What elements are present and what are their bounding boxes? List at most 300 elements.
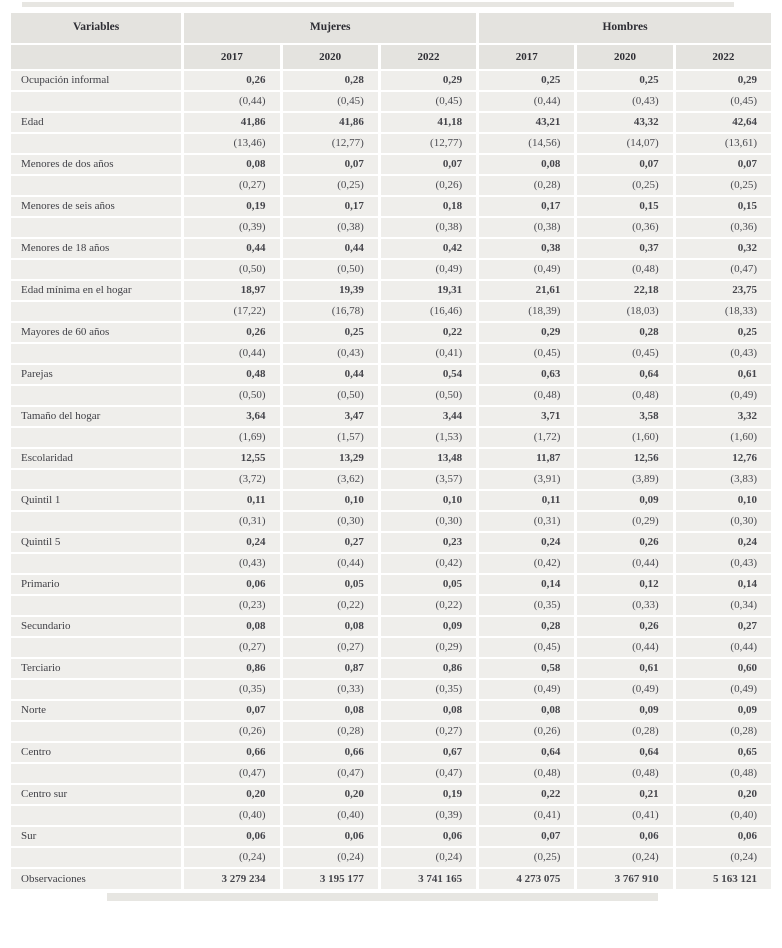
sd-cell: (0,50): [184, 260, 279, 279]
mean-cell: 0,08: [283, 701, 378, 720]
mean-cell: 21,61: [479, 281, 574, 300]
variable-mean-row: [11, 617, 771, 636]
sd-cell: (0,34): [676, 596, 771, 615]
variable-label-spacer: [11, 848, 181, 867]
sd-cell: (0,43): [577, 92, 672, 111]
variable-mean-row: [11, 71, 771, 90]
variable-label: Mayores de 60 años: [11, 323, 181, 342]
variable-sd-row: [11, 92, 771, 111]
sd-cell: (0,35): [479, 596, 574, 615]
sd-cell: (0,25): [577, 176, 672, 195]
mean-cell: 0,07: [676, 155, 771, 174]
sd-cell: (0,36): [577, 218, 672, 237]
sd-cell: (0,36): [676, 218, 771, 237]
mean-cell: 0,14: [479, 575, 574, 594]
sd-cell: (0,41): [479, 806, 574, 825]
mean-cell: 0,24: [184, 533, 279, 552]
mean-cell: 0,27: [676, 617, 771, 636]
sd-cell: (18,39): [479, 302, 574, 321]
sd-cell: (0,50): [283, 386, 378, 405]
sd-cell: (0,38): [479, 218, 574, 237]
mean-cell: 0,25: [283, 323, 378, 342]
variable-mean-row: [11, 281, 771, 300]
sd-cell: (0,48): [676, 764, 771, 783]
variable-label-spacer: [11, 722, 181, 741]
variable-mean-row: [11, 785, 771, 804]
mean-cell: 12,55: [184, 449, 279, 468]
sd-cell: (0,43): [676, 554, 771, 573]
mean-cell: 0,24: [676, 533, 771, 552]
sd-cell: (0,50): [381, 386, 476, 405]
observations-label: Observaciones: [11, 869, 181, 889]
mean-cell: 0,23: [381, 533, 476, 552]
sd-cell: (0,41): [381, 344, 476, 363]
variable-label: Tamaño del hogar: [11, 407, 181, 426]
mean-cell: 0,17: [283, 197, 378, 216]
mean-cell: 0,07: [381, 155, 476, 174]
mean-cell: 0,07: [577, 155, 672, 174]
sd-cell: (0,28): [283, 722, 378, 741]
mean-cell: 41,86: [283, 113, 378, 132]
mean-cell: 0,87: [283, 659, 378, 678]
mean-cell: 43,32: [577, 113, 672, 132]
sd-cell: (12,77): [381, 134, 476, 153]
variable-mean-row: [11, 575, 771, 594]
sd-cell: (0,27): [283, 638, 378, 657]
mean-cell: 0,66: [283, 743, 378, 762]
year-header: 2020: [577, 45, 672, 69]
sd-cell: (13,46): [184, 134, 279, 153]
variable-label: Sur: [11, 827, 181, 846]
mean-cell: 0,60: [676, 659, 771, 678]
mean-cell: 0,07: [184, 701, 279, 720]
mean-cell: 0,64: [577, 365, 672, 384]
mean-cell: 0,28: [577, 323, 672, 342]
sd-cell: (0,44): [184, 344, 279, 363]
mean-cell: 0,61: [577, 659, 672, 678]
mean-cell: 0,15: [676, 197, 771, 216]
mean-cell: 0,06: [283, 827, 378, 846]
mean-cell: 0,86: [184, 659, 279, 678]
mean-cell: 13,29: [283, 449, 378, 468]
mean-cell: 3,64: [184, 407, 279, 426]
mean-cell: 0,58: [479, 659, 574, 678]
sd-cell: (12,77): [283, 134, 378, 153]
table-top-partial-row: [22, 2, 734, 7]
sd-cell: (3,83): [676, 470, 771, 489]
sd-cell: (0,44): [283, 554, 378, 573]
descriptive-statistics-table: [8, 11, 774, 891]
sd-cell: (0,25): [283, 176, 378, 195]
variable-mean-row: [11, 491, 771, 510]
variable-label-spacer: [11, 428, 181, 447]
variable-label-spacer: [11, 470, 181, 489]
variable-mean-row: [11, 323, 771, 342]
sd-cell: (0,33): [283, 680, 378, 699]
mean-cell: 0,10: [381, 491, 476, 510]
sd-cell: (0,48): [479, 764, 574, 783]
variable-sd-row: [11, 386, 771, 405]
sd-cell: (0,29): [381, 638, 476, 657]
variable-label-spacer: [11, 596, 181, 615]
mean-cell: 3,44: [381, 407, 476, 426]
sd-cell: (0,28): [676, 722, 771, 741]
mean-cell: 0,27: [283, 533, 378, 552]
sd-cell: (0,45): [381, 92, 476, 111]
variable-label-spacer: [11, 806, 181, 825]
sd-cell: (0,27): [184, 176, 279, 195]
mean-cell: 0,42: [381, 239, 476, 258]
variable-label: Norte: [11, 701, 181, 720]
mean-cell: 0,29: [479, 323, 574, 342]
mean-cell: 19,31: [381, 281, 476, 300]
sd-cell: (0,22): [381, 596, 476, 615]
variable-label-spacer: [11, 302, 181, 321]
variable-label: Centro sur: [11, 785, 181, 804]
mean-cell: 0,08: [184, 617, 279, 636]
mean-cell: 0,09: [577, 701, 672, 720]
mean-cell: 0,10: [676, 491, 771, 510]
sd-cell: (0,47): [283, 764, 378, 783]
sd-cell: (0,26): [184, 722, 279, 741]
sd-cell: (18,03): [577, 302, 672, 321]
mean-cell: 0,67: [381, 743, 476, 762]
mean-cell: 0,63: [479, 365, 574, 384]
variable-label-spacer: [11, 176, 181, 195]
observations-cell: 3 741 165: [381, 869, 476, 889]
mean-cell: 0,86: [381, 659, 476, 678]
variables-column-header: Variables: [11, 13, 181, 43]
mean-cell: 0,19: [381, 785, 476, 804]
observations-cell: 3 195 177: [283, 869, 378, 889]
variable-label-spacer: [11, 92, 181, 111]
variable-label: Terciario: [11, 659, 181, 678]
mean-cell: 18,97: [184, 281, 279, 300]
sd-cell: (0,40): [676, 806, 771, 825]
observations-cell: 5 163 121: [676, 869, 771, 889]
sd-cell: (14,56): [479, 134, 574, 153]
variable-sd-row: [11, 134, 771, 153]
mean-cell: 0,08: [283, 617, 378, 636]
sd-cell: (1,60): [676, 428, 771, 447]
mean-cell: 0,21: [577, 785, 672, 804]
variable-mean-row: [11, 407, 771, 426]
sd-cell: (1,69): [184, 428, 279, 447]
sd-cell: (0,45): [577, 344, 672, 363]
sd-cell: (0,28): [479, 176, 574, 195]
mean-cell: 0,06: [577, 827, 672, 846]
mean-cell: 0,32: [676, 239, 771, 258]
mean-cell: 13,48: [381, 449, 476, 468]
sd-cell: (0,47): [381, 764, 476, 783]
sd-cell: (3,91): [479, 470, 574, 489]
sd-cell: (0,48): [577, 764, 672, 783]
mean-cell: 0,38: [479, 239, 574, 258]
variable-label: Edad mínima en el hogar: [11, 281, 181, 300]
mean-cell: 0,09: [381, 617, 476, 636]
mean-cell: 0,66: [184, 743, 279, 762]
sd-cell: (3,57): [381, 470, 476, 489]
sd-cell: (0,42): [381, 554, 476, 573]
sd-cell: (0,49): [676, 680, 771, 699]
sd-cell: (0,50): [184, 386, 279, 405]
variable-sd-row: [11, 218, 771, 237]
mean-cell: 0,05: [283, 575, 378, 594]
variable-sd-row: [11, 176, 771, 195]
variable-mean-row: [11, 449, 771, 468]
mean-cell: 0,18: [381, 197, 476, 216]
sd-cell: (0,27): [381, 722, 476, 741]
sd-cell: (0,35): [184, 680, 279, 699]
mean-cell: 42,64: [676, 113, 771, 132]
variable-label: Menores de 18 años: [11, 239, 181, 258]
sd-cell: (0,28): [577, 722, 672, 741]
mean-cell: 0,09: [577, 491, 672, 510]
mean-cell: 0,26: [577, 533, 672, 552]
sd-cell: (0,30): [676, 512, 771, 531]
sd-cell: (1,53): [381, 428, 476, 447]
variable-label: Secundario: [11, 617, 181, 636]
variable-sd-row: [11, 470, 771, 489]
mujeres-group-header: Mujeres: [184, 13, 476, 43]
sd-cell: (0,24): [381, 848, 476, 867]
sd-cell: (3,72): [184, 470, 279, 489]
sd-cell: (0,33): [577, 596, 672, 615]
year-header: 2017: [184, 45, 279, 69]
sd-cell: (0,41): [577, 806, 672, 825]
sd-cell: (0,26): [381, 176, 476, 195]
variable-sd-row: [11, 596, 771, 615]
mean-cell: 0,06: [676, 827, 771, 846]
sd-cell: (0,44): [676, 638, 771, 657]
variable-sd-row: [11, 344, 771, 363]
variable-mean-row: [11, 239, 771, 258]
mean-cell: 43,21: [479, 113, 574, 132]
mean-cell: 0,15: [577, 197, 672, 216]
sd-cell: (0,27): [184, 638, 279, 657]
mean-cell: 41,18: [381, 113, 476, 132]
mean-cell: 0,20: [283, 785, 378, 804]
mean-cell: 0,44: [283, 239, 378, 258]
mean-cell: 0,29: [381, 71, 476, 90]
table-header: [11, 13, 771, 69]
variable-label-spacer: [11, 638, 181, 657]
sd-cell: (0,48): [479, 386, 574, 405]
variable-mean-row: [11, 365, 771, 384]
mean-cell: 0,22: [479, 785, 574, 804]
mean-cell: 3,71: [479, 407, 574, 426]
mean-cell: 12,76: [676, 449, 771, 468]
sd-cell: (17,22): [184, 302, 279, 321]
sd-cell: (0,49): [479, 680, 574, 699]
sd-cell: (0,40): [283, 806, 378, 825]
mean-cell: 0,20: [676, 785, 771, 804]
sd-cell: (0,45): [283, 92, 378, 111]
sd-cell: (16,46): [381, 302, 476, 321]
sd-cell: (0,48): [577, 386, 672, 405]
sd-cell: (0,47): [676, 260, 771, 279]
sd-cell: (0,50): [283, 260, 378, 279]
variable-label-spacer: [11, 554, 181, 573]
mean-cell: 0,11: [184, 491, 279, 510]
variable-mean-row: [11, 827, 771, 846]
sd-cell: (1,60): [577, 428, 672, 447]
sd-cell: (0,45): [479, 638, 574, 657]
variable-mean-row: [11, 701, 771, 720]
sd-cell: (0,38): [381, 218, 476, 237]
variable-label: Edad: [11, 113, 181, 132]
variable-sd-row: [11, 806, 771, 825]
variable-label-spacer: [11, 764, 181, 783]
variable-label: Escolaridad: [11, 449, 181, 468]
sd-cell: (0,31): [479, 512, 574, 531]
variables-header-spacer: [11, 45, 181, 69]
mean-cell: 0,65: [676, 743, 771, 762]
variable-sd-row: [11, 512, 771, 531]
mean-cell: 0,26: [577, 617, 672, 636]
year-header: 2017: [479, 45, 574, 69]
sd-cell: (0,22): [283, 596, 378, 615]
mean-cell: 41,86: [184, 113, 279, 132]
mean-cell: 0,14: [676, 575, 771, 594]
variable-sd-row: [11, 722, 771, 741]
sd-cell: (0,30): [381, 512, 476, 531]
mean-cell: 0,44: [283, 365, 378, 384]
sd-cell: (3,89): [577, 470, 672, 489]
variable-label-spacer: [11, 218, 181, 237]
mean-cell: 0,06: [381, 827, 476, 846]
mean-cell: 0,05: [381, 575, 476, 594]
sd-cell: (0,24): [283, 848, 378, 867]
sd-cell: (0,43): [676, 344, 771, 363]
mean-cell: 0,24: [479, 533, 574, 552]
mean-cell: 0,44: [184, 239, 279, 258]
sd-cell: (0,40): [184, 806, 279, 825]
sd-cell: (0,44): [479, 92, 574, 111]
mean-cell: 0,12: [577, 575, 672, 594]
sd-cell: (0,24): [577, 848, 672, 867]
mean-cell: 22,18: [577, 281, 672, 300]
table-bottom-partial-row: [107, 893, 658, 901]
variable-sd-row: [11, 848, 771, 867]
variable-mean-row: [11, 743, 771, 762]
mean-cell: 0,11: [479, 491, 574, 510]
sd-cell: (0,38): [283, 218, 378, 237]
mean-cell: 0,64: [479, 743, 574, 762]
observations-row: [11, 869, 771, 889]
variable-label: Menores de dos años: [11, 155, 181, 174]
variable-label-spacer: [11, 260, 181, 279]
mean-cell: 0,07: [479, 827, 574, 846]
sd-cell: (0,25): [479, 848, 574, 867]
mean-cell: 0,29: [676, 71, 771, 90]
sd-cell: (0,44): [184, 92, 279, 111]
variable-label: Parejas: [11, 365, 181, 384]
sd-cell: (0,23): [184, 596, 279, 615]
mean-cell: 0,09: [676, 701, 771, 720]
sd-cell: (0,49): [479, 260, 574, 279]
variable-label-spacer: [11, 512, 181, 531]
observations-cell: 3 279 234: [184, 869, 279, 889]
mean-cell: 0,07: [283, 155, 378, 174]
year-header: 2020: [283, 45, 378, 69]
variable-sd-row: [11, 428, 771, 447]
variable-sd-row: [11, 302, 771, 321]
sd-cell: (0,30): [283, 512, 378, 531]
sd-cell: (0,24): [184, 848, 279, 867]
mean-cell: 12,56: [577, 449, 672, 468]
mean-cell: 0,19: [184, 197, 279, 216]
sd-cell: (0,26): [479, 722, 574, 741]
sd-cell: (0,48): [577, 260, 672, 279]
sd-cell: (0,45): [479, 344, 574, 363]
variable-label: Centro: [11, 743, 181, 762]
mean-cell: 0,08: [184, 155, 279, 174]
hombres-group-header: Hombres: [479, 13, 771, 43]
mean-cell: 0,61: [676, 365, 771, 384]
variable-sd-row: [11, 260, 771, 279]
variable-label: Ocupación informal: [11, 71, 181, 90]
variable-mean-row: [11, 155, 771, 174]
mean-cell: 0,22: [381, 323, 476, 342]
variable-label-spacer: [11, 386, 181, 405]
sd-cell: (0,45): [676, 92, 771, 111]
sd-cell: (1,57): [283, 428, 378, 447]
sd-cell: (0,29): [577, 512, 672, 531]
mean-cell: 0,54: [381, 365, 476, 384]
sd-cell: (18,33): [676, 302, 771, 321]
variable-label: Quintil 1: [11, 491, 181, 510]
sd-cell: (0,49): [577, 680, 672, 699]
mean-cell: 23,75: [676, 281, 771, 300]
sd-cell: (0,43): [184, 554, 279, 573]
sd-cell: (0,39): [184, 218, 279, 237]
sd-cell: (1,72): [479, 428, 574, 447]
mean-cell: 0,17: [479, 197, 574, 216]
sd-cell: (14,07): [577, 134, 672, 153]
sd-cell: (0,25): [676, 176, 771, 195]
mean-cell: 3,47: [283, 407, 378, 426]
observations-cell: 4 273 075: [479, 869, 574, 889]
mean-cell: 0,10: [283, 491, 378, 510]
variable-mean-row: [11, 533, 771, 552]
variable-sd-row: [11, 554, 771, 573]
year-header: 2022: [676, 45, 771, 69]
variable-label: Quintil 5: [11, 533, 181, 552]
variable-label-spacer: [11, 680, 181, 699]
sd-cell: (0,49): [676, 386, 771, 405]
mean-cell: 0,28: [283, 71, 378, 90]
mean-cell: 3,58: [577, 407, 672, 426]
variable-mean-row: [11, 197, 771, 216]
variable-label-spacer: [11, 344, 181, 363]
variable-label-spacer: [11, 134, 181, 153]
observations-cell: 3 767 910: [577, 869, 672, 889]
mean-cell: 0,08: [479, 155, 574, 174]
mean-cell: 0,48: [184, 365, 279, 384]
mean-cell: 3,32: [676, 407, 771, 426]
mean-cell: 19,39: [283, 281, 378, 300]
sd-cell: (0,42): [479, 554, 574, 573]
sd-cell: (0,35): [381, 680, 476, 699]
variable-mean-row: [11, 113, 771, 132]
mean-cell: 0,37: [577, 239, 672, 258]
mean-cell: 11,87: [479, 449, 574, 468]
variable-mean-row: [11, 659, 771, 678]
variable-label: Menores de seis años: [11, 197, 181, 216]
mean-cell: 0,26: [184, 323, 279, 342]
sd-cell: (13,61): [676, 134, 771, 153]
